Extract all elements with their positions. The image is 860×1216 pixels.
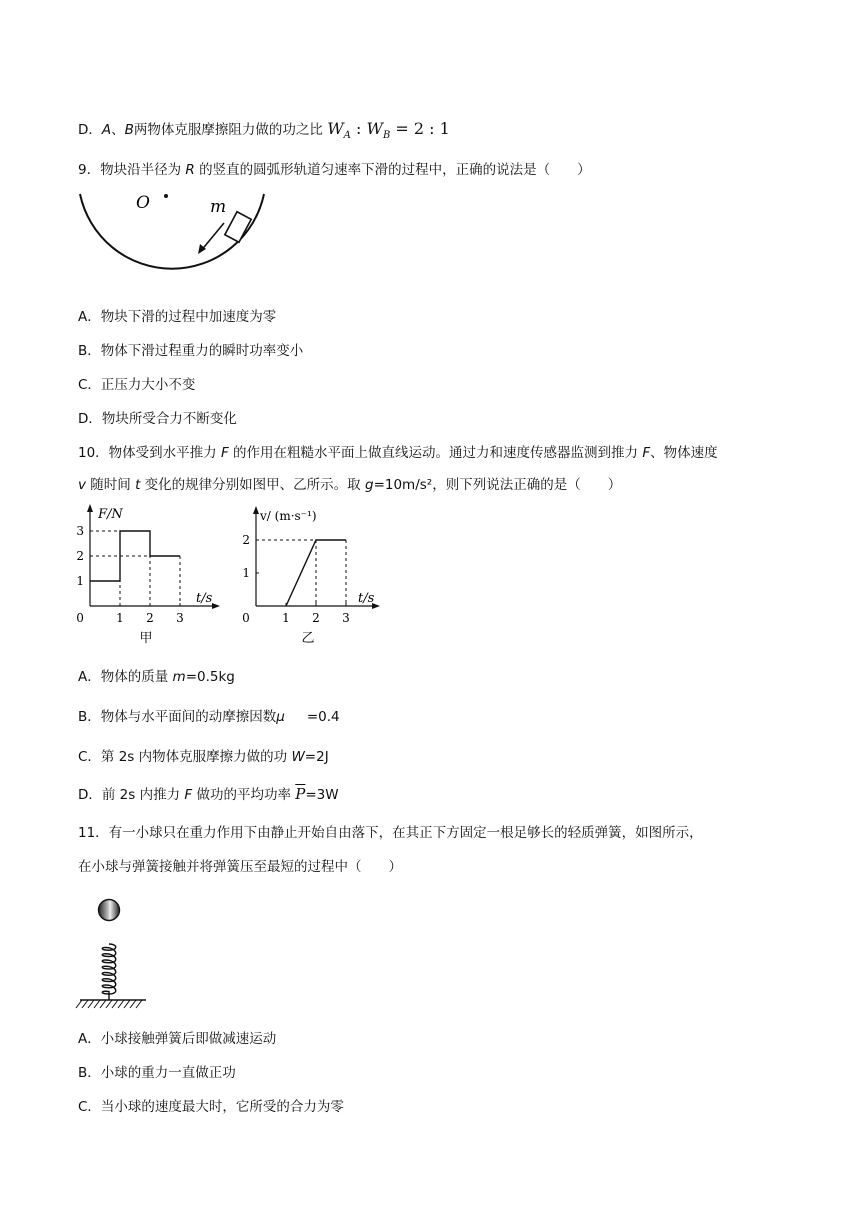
x-tick-label: 3 xyxy=(342,611,350,625)
y-axis-label: F/N xyxy=(98,507,123,522)
ball-spring-figure xyxy=(76,886,156,1014)
q10-option-b: B．物体与水平面间的动摩擦因数μ =0.4 xyxy=(78,709,340,725)
q9-option-d: D．物块所受合力不断变化 xyxy=(78,411,237,427)
x-tick-label: 0 xyxy=(76,611,84,625)
y-tick-label: 2 xyxy=(76,549,84,563)
work-ratio-formula: $W_A$ : $W_B = 2$ : 1 xyxy=(327,119,450,142)
block xyxy=(225,212,251,242)
circular-track-figure xyxy=(76,188,276,292)
q10-stem-line2: v 随时间 t 变化的规律分别如图甲、乙所示。取 g=10m/s²，则下列说法正确的是（ ） xyxy=(78,477,622,493)
q9-stem: 9．物块沿半径为 R 的竖直的圆弧形轨道匀速率下滑的过程中，正确的说法是（ ） xyxy=(78,162,591,178)
chart-caption: 乙 xyxy=(301,631,315,646)
hatch-mark xyxy=(106,1000,112,1008)
chart-caption: 甲 xyxy=(139,631,153,646)
y-tick-label: 1 xyxy=(242,566,250,580)
mass-label: m xyxy=(210,197,227,217)
x-axis-label: t/s xyxy=(196,591,213,606)
y-axis-label: v/ (m·s⁻¹) xyxy=(260,509,317,523)
q11-option-b: B．小球的重力一直做正功 xyxy=(78,1065,236,1081)
y-tick-label: 2 xyxy=(242,533,250,547)
y-tick-label: 3 xyxy=(76,524,84,538)
center-point xyxy=(164,194,168,198)
q11-stem-line2: 在小球与弹簧接触并将弹簧压至最短的过程中（ ） xyxy=(78,859,402,875)
q10-option-d: D．前 2s 内推力 F 做功的平均功率 $\overline{P}=3W$ xyxy=(78,785,339,803)
spring xyxy=(102,944,116,1000)
ground-hatch xyxy=(76,1000,142,1008)
ball xyxy=(99,900,120,921)
hatch-mark xyxy=(94,1000,100,1008)
q10-stem-line1: 10．物体受到水平推力 F 的作用在粗糙水平面上做直线运动。通过力和速度传感器监测到推力 F、物体速度 xyxy=(78,445,718,461)
hatch-mark xyxy=(82,1000,88,1008)
x-tick-label: 2 xyxy=(146,611,154,625)
q11-option-a: A．小球接触弹簧后即做减速运动 xyxy=(78,1031,277,1047)
hatch-mark xyxy=(76,1000,82,1008)
hatch-mark xyxy=(118,1000,124,1008)
q10-option-a: A．物体的质量 m=0.5kg xyxy=(78,669,235,685)
force-time-chart xyxy=(78,502,228,648)
x-tick-label: 2 xyxy=(312,611,320,625)
hatch-mark xyxy=(130,1000,136,1008)
hatch-mark xyxy=(136,1000,142,1008)
x-tick-label: 1 xyxy=(116,611,124,625)
hatch-mark xyxy=(112,1000,118,1008)
q9-option-b: B．物体下滑过程重力的瞬时功率变小 xyxy=(78,343,304,359)
q8-option-d: D．A、B两物体克服摩擦阻力做的功之比 $W_A$ : $W_B = 2$ : 1 xyxy=(78,119,450,142)
average-power-symbol: $\overline{P}$ xyxy=(295,785,306,803)
hatch-mark xyxy=(100,1000,106,1008)
x-axis-arrow xyxy=(212,603,220,609)
center-label: O xyxy=(136,193,150,213)
hatch-mark xyxy=(124,1000,130,1008)
q11-option-c: C．当小球的速度最大时，它所受的合力为零 xyxy=(78,1099,344,1115)
q9-option-a: A．物块下滑的过程中加速度为零 xyxy=(78,309,277,325)
x-tick-label: 0 xyxy=(242,611,250,625)
q10-option-c: C．第 2s 内物体克服摩擦力做的功 W=2J xyxy=(78,749,329,765)
q9-option-c: C．正压力大小不变 xyxy=(78,377,196,393)
x-tick-label: 1 xyxy=(282,611,290,625)
q11-stem-line1: 11．有一小球只在重力作用下由静止开始自由落下，在其正下方固定一根足够长的轻质弹簧，如图所示， xyxy=(78,825,703,841)
x-axis-label: t/s xyxy=(358,591,375,606)
velocity-time-chart xyxy=(240,502,390,648)
hatch-mark xyxy=(88,1000,94,1008)
x-tick-label: 3 xyxy=(176,611,184,625)
y-axis-arrow xyxy=(253,506,259,514)
y-axis-arrow xyxy=(87,504,93,512)
y-tick-label: 1 xyxy=(76,574,84,588)
